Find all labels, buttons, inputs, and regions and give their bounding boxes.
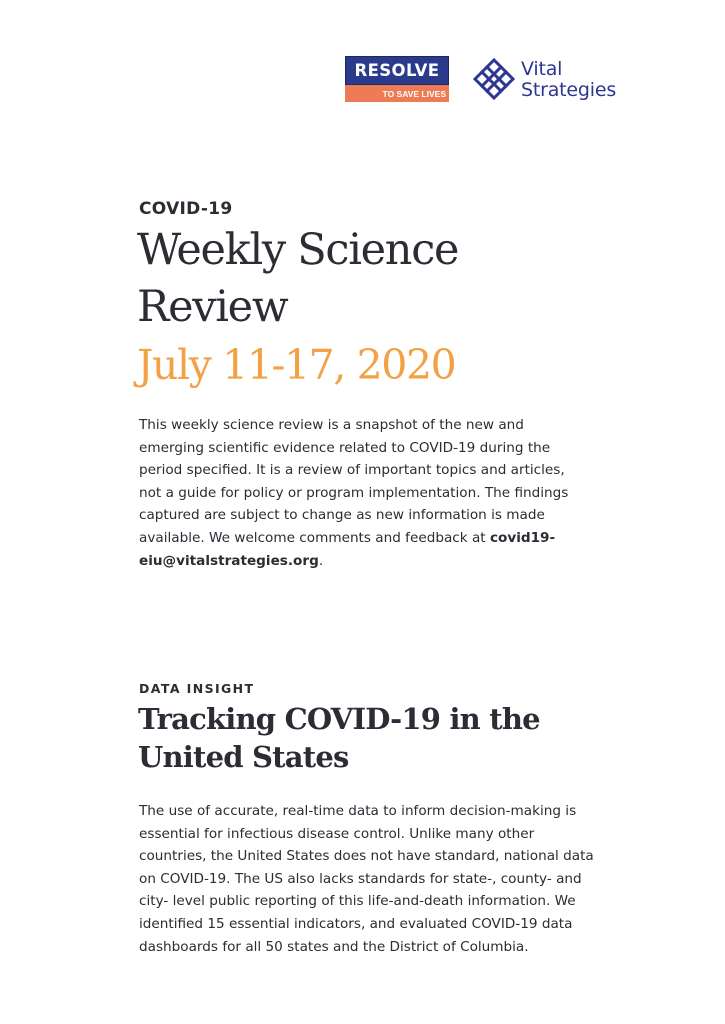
document-title-line1: Weekly Science [137, 225, 459, 275]
section-kicker: DATA INSIGHT [139, 681, 255, 696]
intro-text: This weekly science review is a snapshot of the new and emerging scientific evidence related to COVID-19 during the period specified. It is a review of important topics and articles, not a guide for policy or program implementation. The findings captured are subject to change as new information is made available. We welcome comments and feedback at [139, 417, 569, 546]
vital-strategies-logo-icon [471, 56, 517, 102]
intro-paragraph [139, 414, 579, 572]
section-title: Tracking COVID-19 in the United States [138, 702, 540, 774]
document-date-range: July 11-17, 2020 [137, 341, 456, 389]
vital-strategies-line1: Vital [521, 58, 563, 80]
document-title-line2: Review [137, 282, 288, 332]
intro-end: . [318, 552, 324, 569]
document-title [137, 222, 657, 336]
header-logos [345, 56, 635, 104]
feedback-email-link[interactable]: covid19-eiu@vitalstrategies.org [139, 529, 556, 569]
resolve-logo-wordmark: RESOLVE [345, 56, 449, 85]
vital-strategies-line2: Strategies [521, 79, 617, 101]
resolve-logo [345, 56, 449, 102]
vital-strategies-wordmark [521, 59, 616, 101]
resolve-logo-tagline: TO SAVE LIVES [345, 85, 449, 102]
section-body-paragraph: The use of accurate, real-time data to inform decision-making is essential for infectious disease control. Unlike many other countries, the United States does not have standard, national data on COVID-19. The US also lacks standards for state-, county- and city- level public reporting of this life-and-death information. We identified 15 essential indicators, and evaluated COVID-19 data dashboards for all 50 states and the District of Columbia. [139, 803, 594, 955]
document-kicker: COVID-19 [139, 199, 233, 219]
